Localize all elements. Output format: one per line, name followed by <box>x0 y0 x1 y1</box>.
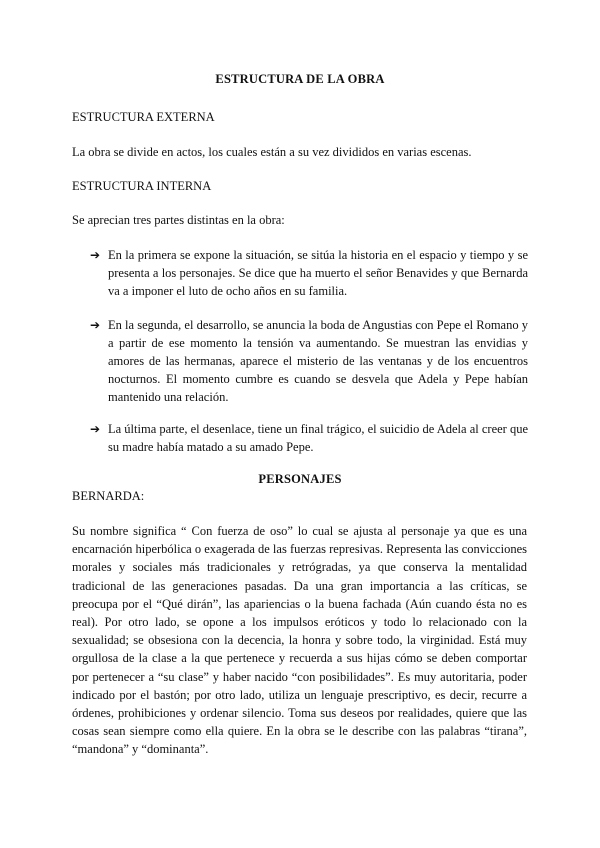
bullet-text: En la segunda, el desarrollo, se anuncia la boda de Angustias con Pepe el Romano y a partir de ese momento la tensión va aumentando. Se muestran las envidias y amores de las hermanas, aparece el misterio de las ventanas y de los encuentros nocturnos. El momento cumbre es cuando se desvela que Adela y Pepe habían mantenido una relación. <box>108 318 528 404</box>
external-structure-heading: ESTRUCTURA EXTERNA <box>72 110 215 124</box>
bullet-text: La última parte, el desenlace, tiene un final trágico, el suicidio de Adela al creer que su madre había matado a su amado Pepe. <box>108 422 528 454</box>
characters-heading: PERSONAJES <box>258 472 342 486</box>
document-title: ESTRUCTURA DE LA OBRA <box>215 72 385 86</box>
bullet-item <box>90 246 528 300</box>
external-structure-text: La obra se divide en actos, los cuales están a su vez divididos en varias escenas. <box>72 145 472 159</box>
bullet-item <box>90 316 528 406</box>
right-arrow-icon: ➔ <box>90 248 101 262</box>
bullet-item <box>90 420 528 456</box>
right-arrow-icon: ➔ <box>90 318 101 332</box>
right-arrow-icon: ➔ <box>90 422 101 436</box>
character-name: BERNARDA: <box>72 489 145 503</box>
internal-structure-heading: ESTRUCTURA INTERNA <box>72 179 212 193</box>
character-description: Su nombre significa “ Con fuerza de oso” lo cual se ajusta al personaje ya que es una encarnación hiperbólica o exagerada de las fuerzas represivas. Representa las convicciones morales y sociales más tradicionales y retrógradas, ya que conserva la mentalidad tradicional de las generaciones pasadas. Da una gran importancia a las críticas, se preocupa por el “Qué dirán”, las apariencias o la buena fachada (Aún cuando ésta no es real). Por otro lado, se opone a los impulsos eróticos y todo lo relacionado con la sexualidad; se obsesiona con la decencia, la honra y sobre todo, la virginidad. Está muy orgullosa de la clase a la que pertenece y recuerda a sus hijas cómo se deben comportar por pertenecer a “su clase” y haber nacido “con posibilidades”. Es muy autoritaria, poder indicado por el bastón; por otro lado, utiliza un lenguaje prescriptivo, es decir, recurre a órdenes, prohibiciones y ordenar silencio. Toma sus deseos por realidades, quiere que las cosas sean siempre como ella quiere. En la obra se le describe con las palabras “tirana”, “mandona” y “dominanta”. <box>72 524 527 757</box>
bullet-text: En la primera se expone la situación, se sitúa la historia en el espacio y tiempo y se presenta a los personajes. Se dice que ha muerto el señor Benavides y que Bernarda va a imponer el luto de ocho años en su familia. <box>108 248 528 298</box>
internal-structure-intro: Se aprecian tres partes distintas en la obra: <box>72 213 285 227</box>
